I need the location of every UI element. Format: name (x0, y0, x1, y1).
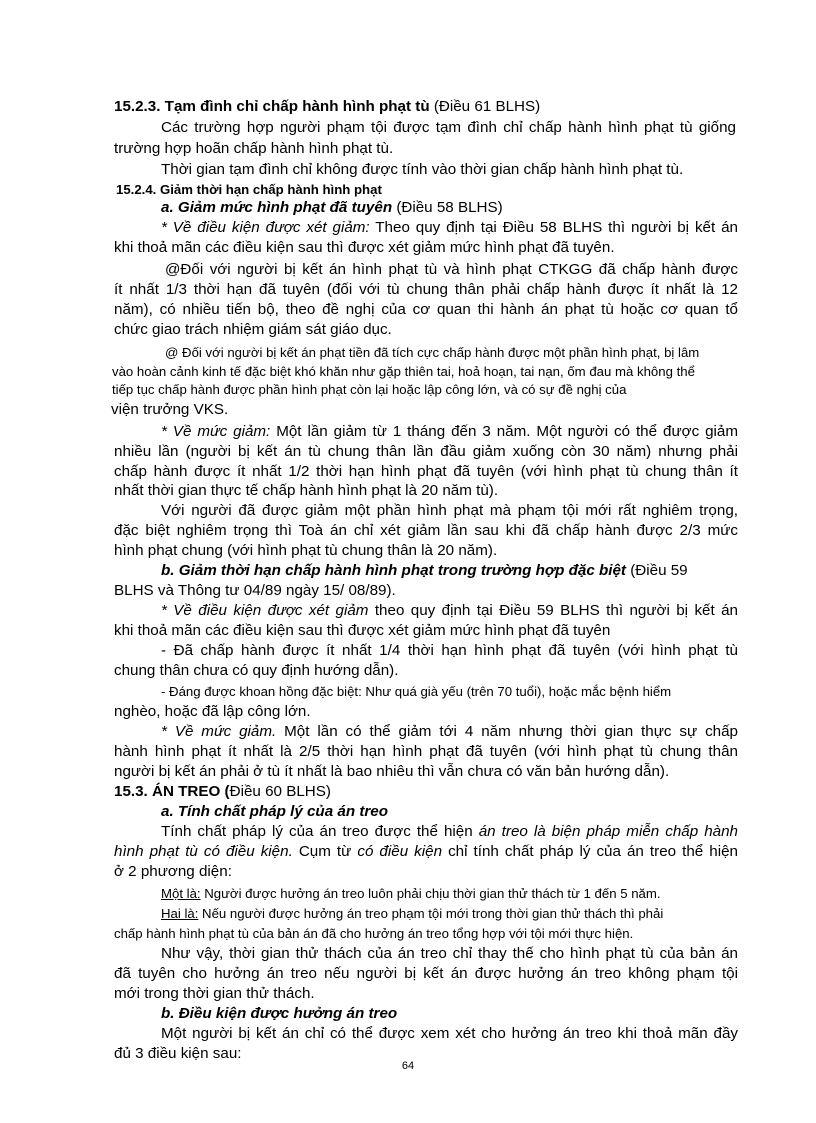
paragraph-line: chấp hành được ít nhất 1/2 thời hạn hình phạt đã tuyên (với hình phạt tù chung thân ít (114, 463, 738, 480)
paragraph-line: chấp hành hình phạt tù của bản án đã cho hưởng án treo tổng hợp với tội mới thực hiện. (114, 926, 634, 941)
paragraph-line: Một là: Người được hưởng án treo luôn phải chịu thời gian thử thách từ 1 đến 5 năm. (161, 886, 661, 901)
paragraph-line: Như vậy, thời gian thử thách của án treo chỉ thay thế cho hình phạt tù của bản án (161, 945, 738, 962)
subheading-a: a. Giảm mức hình phạt đã tuyên (Điều 58 BLHS) (161, 199, 503, 216)
subheading-b: b. Giảm thời hạn chấp hành hình phạt trong trường hợp đặc biệt (Điều 59 (161, 562, 688, 579)
paragraph-line: * Về mức giảm. Một lần có thể giảm tới 4 năm nhưng thời gian thực sự chấp (161, 723, 738, 740)
paragraph-line: - Đã chấp hành được ít nhất 1/4 thời hạn hình phạt đã tuyên (với hình phạt tù (161, 642, 738, 659)
heading-15-3: 15.3. ÁN TREO (Điều 60 BLHS) (114, 783, 331, 800)
paragraph-line: Hai là: Nếu người được hưởng án treo phạm tội mới trong thời gian thử thách thì phải (161, 906, 664, 921)
paragraph-line: tiếp tục chấp hành được phần hình phạt còn lại hoặc lập công lớn, và có sự đề nghị của (112, 382, 627, 397)
paragraph-line: đặc biệt nghiêm trọng thì Toà án chỉ xét giảm lần sau khi đã chấp hành được 2/3 mức (114, 522, 738, 539)
paragraph-line: đã tuyên cho hưởng án treo nếu người bị kết án được hưởng án treo không phạm tội (114, 965, 738, 982)
paragraph-line: @ Đối với người bị kết án phạt tiền đã tích cực chấp hành được một phần hình phạt, bị lâm (165, 345, 700, 360)
paragraph-line: Các trường hợp người phạm tội được tạm đình chỉ chấp hành hình phạt tù giống (161, 119, 736, 136)
paragraph-line: đủ 3 điều kiện sau: (114, 1045, 242, 1062)
paragraph-line: BLHS và Thông tư 04/89 ngày 15/ 08/89). (114, 582, 396, 599)
paragraph-line: * Về điều kiện được xét giảm theo quy định tại Điều 59 BLHS thì người bị kết án (161, 602, 738, 619)
paragraph-line: Tính chất pháp lý của án treo được thể hiện án treo là biện pháp miễn chấp hành (161, 823, 738, 840)
paragraph-line: hình phạt chung (với hình phạt tù chung thân là 20 năm). (114, 542, 498, 559)
subheading-a-an-treo: a. Tính chất pháp lý của án treo (161, 803, 389, 820)
paragraph-line: ít nhất 1/3 thời hạn đã tuyên (đối với tù chung thân phải chấp hành được ít nhất là 12 (114, 281, 738, 298)
paragraph-line: vào hoàn cảnh kinh tế đặc biệt khó khăn như gặp thiên tai, hoả hoạn, tai nạn, ốm đau mà không thể (112, 364, 695, 379)
paragraph-line: chung thân chưa có quy định hướng dẫn). (114, 662, 399, 679)
paragraph-line: * Về điều kiện được xét giảm: Theo quy định tại Điều 58 BLHS thì người bị kết án (161, 219, 738, 236)
heading-15-2-4: 15.2.4. Giảm thời hạn chấp hành hình phạt (116, 182, 382, 197)
paragraph-line: trường hợp hoãn chấp hành hình phạt tù. (114, 140, 394, 157)
paragraph-line: khi thoả mãn các điều kiện sau thì được xét giảm mức hình phạt đã tuyên. (114, 239, 615, 256)
paragraph-line: Một người bị kết án chỉ có thể được xem xét cho hưởng án treo khi thoả mãn đầy (161, 1025, 738, 1042)
paragraph-line: Với người đã được giảm một phần hình phạt mà phạm tội mới rất nghiêm trọng, (161, 502, 738, 519)
paragraph-line: * Về mức giảm: Một lần giảm từ 1 tháng đến 3 năm. Một người có thể được giảm (161, 423, 739, 440)
paragraph-line: hình phạt tù có điều kiện. Cụm từ có điều kiện chỉ tính chất pháp lý của án treo thể hiện (114, 843, 738, 860)
paragraph-line: viện trưởng VKS. (111, 401, 229, 418)
heading-15-2-3: 15.2.3. Tạm đình chỉ chấp hành hình phạt tù (Điều 61 BLHS) (114, 98, 541, 115)
paragraph-line: hành hình phạt ít nhất là 2/5 thời hạn hình phạt đã tuyên (với hình phạt tù chung thân (114, 743, 738, 760)
paragraph-line: mới trong thời gian thử thách. (114, 985, 315, 1002)
paragraph-line: nghèo, hoặc đã lập công lớn. (114, 703, 311, 720)
paragraph-line: khi thoả mãn các điều kiện sau thì được xét giảm mức hình phạt đã tuyên (114, 622, 611, 639)
paragraph-line: người bị kết án phải ở tù ít nhất là bao nhiêu thì vẫn chưa có văn bản hướng dẫn). (114, 763, 670, 780)
paragraph-line: ở 2 phương diện: (114, 863, 232, 880)
page-number: 64 (401, 1060, 415, 1072)
paragraph-line: - Đáng được khoan hồng đặc biệt: Như quá già yếu (trên 70 tuổi), hoặc mắc bệnh hiểm (161, 684, 672, 699)
paragraph-line: nhất thời gian thực tế chấp hành hình phạt là 20 năm tù). (114, 482, 499, 499)
subheading-b-an-treo: b. Điều kiện được hưởng án treo (161, 1005, 398, 1022)
paragraph-line: @Đối với người bị kết án hình phạt tù và hình phạt CTKGG đã chấp hành được (165, 261, 738, 278)
paragraph-line: chức giao trách nhiệm giám sát giáo dục. (114, 321, 392, 338)
paragraph-line: Thời gian tạm đình chỉ không được tính vào thời gian chấp hành hình phạt tù. (161, 161, 684, 178)
paragraph-line: nhiều lần (người bị kết án tù chung thân lần đầu giảm xuống còn 30 năm) nhưng phải (114, 443, 738, 460)
paragraph-line: năm), có nhiều tiến bộ, theo đề nghị của cơ quan thi hành án phạt tù hoặc cơ quan tổ (114, 301, 738, 318)
